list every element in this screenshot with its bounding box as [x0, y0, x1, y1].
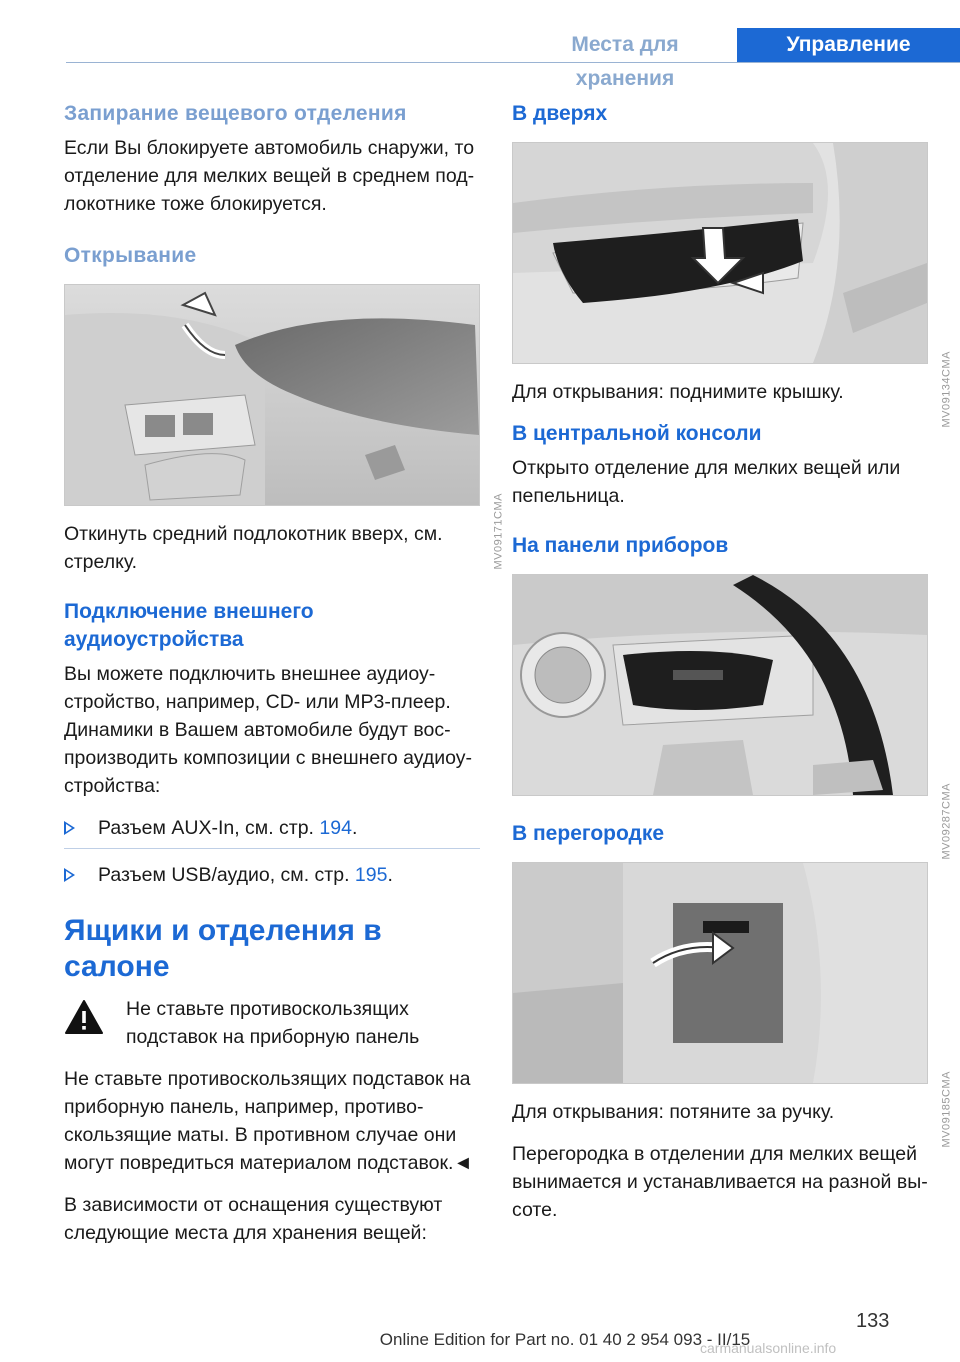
list-divider	[64, 848, 480, 849]
paragraph-partition-open: Для открывания: потяните за ручку.	[512, 1101, 835, 1123]
list-item: Разъем USB/аудио, см. стр. 195.	[64, 861, 480, 889]
heading-doors: В дверях	[512, 102, 608, 125]
partition-illustration	[513, 863, 927, 1083]
figure-code-4: MV09185CMA	[941, 1071, 953, 1148]
breadcrumb-section[interactable]: Места для хранения	[571, 33, 679, 90]
paragraph-audio: Вы можете подключить внешнее аудиоустройство, например, CD- или MP3-плеер. Динамики в Вашем автомобиле будут воспроизводить композиции с внешнего аудиоустройства:	[64, 663, 473, 797]
paragraph-warning: Не ставьте противоскользящих подставок на приборную панель, например, противоскользящие маты. В противном случае они могут повредиться материалом подставок.◄	[64, 1068, 473, 1174]
footer-edition: Online Edition for Part no. 01 40 2 954 093 - II/15	[379, 1330, 751, 1349]
paragraph-locking: Если Вы блокируете автомобиль снаружи, то отделение для мелких вещей в среднем подлокотнике тоже блокируется.	[64, 137, 475, 215]
heading-storage: Ящики и отделения в салоне	[64, 914, 382, 983]
heading-locking: Запирание вещевого отделения	[64, 102, 407, 125]
paragraph-doors: Для открывания: поднимите крышку.	[512, 381, 844, 403]
heading-partition: В перегородке	[512, 822, 665, 845]
figure-code-3: MV09287CMA	[941, 783, 953, 860]
page-number: 133	[856, 1310, 890, 1332]
right-column	[512, 100, 953, 1238]
triangle-bullet-icon	[64, 821, 75, 835]
warning-block	[64, 995, 480, 1051]
audio-connectors-list	[64, 814, 480, 889]
dashboard-illustration	[513, 575, 927, 795]
left-column	[64, 100, 505, 1261]
paragraph-equipment: В зависимости от оснащения существуют следующие места для хранения вещей:	[64, 1194, 443, 1244]
heading-opening: Открывание	[64, 244, 197, 267]
paragraph-console: Открыто отделение для мелких вещей или пепельница.	[512, 457, 901, 507]
list-item: Разъем AUX-In, см. стр. 194.	[64, 814, 480, 842]
warning-triangle-icon	[64, 999, 104, 1035]
page-link-195[interactable]: 195	[354, 864, 388, 886]
page-link-194[interactable]: 194	[319, 817, 352, 839]
figure-code-1: MV09171CMA	[493, 493, 505, 570]
heading-dashboard: На панели приборов	[512, 534, 729, 557]
warning-title: Не ставьте противоскользящих подставок на приборную панель	[126, 998, 420, 1048]
heading-console: В центральной консоли	[512, 422, 762, 445]
paragraph-armrest: Откинуть средний подлокотник вверх, см. стрелку.	[64, 523, 443, 573]
door-illustration	[513, 143, 927, 363]
triangle-bullet-icon	[64, 868, 75, 882]
watermark: carmanualsonline.info	[700, 1340, 837, 1356]
breadcrumb-chapter-tab[interactable]: Управление	[737, 28, 960, 62]
armrest-illustration	[65, 285, 479, 505]
heading-audio: Подключение внешнего аудиоустройства	[64, 600, 314, 651]
header-rule	[66, 62, 960, 63]
paragraph-partition-adjust: Перегородка в отделении для мелких вещей вынимается и устанавливается на разной высоте.	[512, 1143, 928, 1221]
figure-code-2: MV09134CMA	[941, 351, 953, 428]
